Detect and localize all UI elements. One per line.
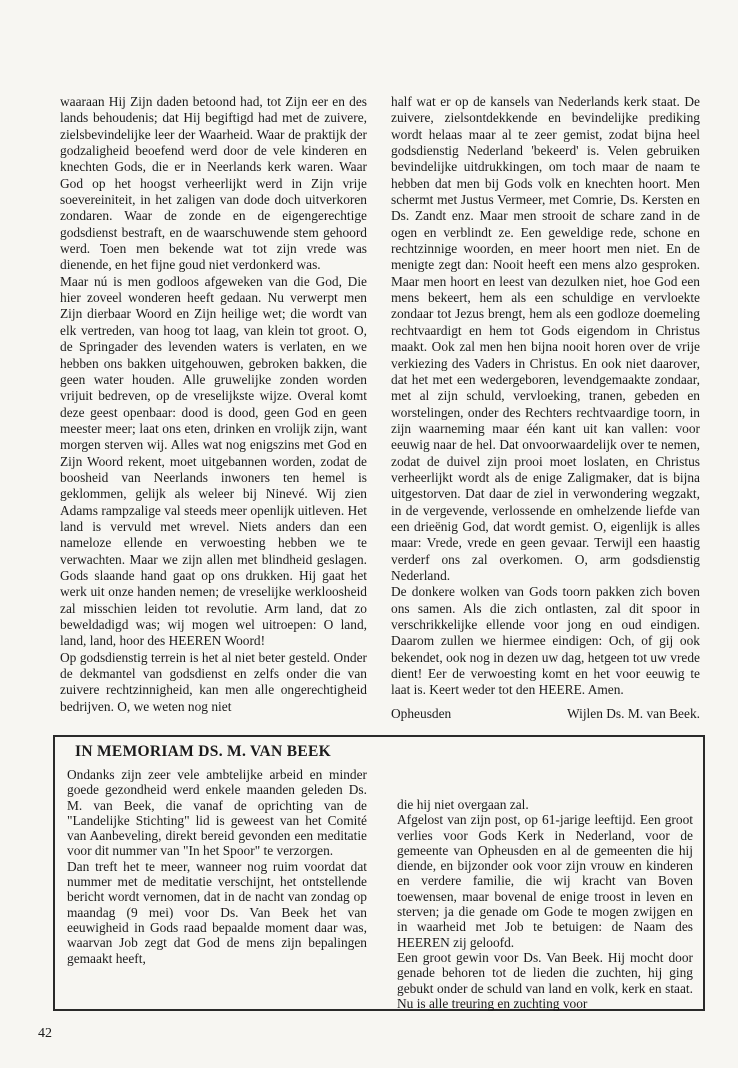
article-paragraph: Op godsdienstig terrein is het al niet beter gesteld. Onder de dekmantel van godsdienst en zelfs onder die van zuivere rechtzinnigheid, kan men alle ongerechtigheid bedrijven. O, we weten nog niet <box>60 649 367 714</box>
memoriam-paragraph: Een groot gewin voor Ds. Van Beek. Hij mocht door genade behoren tot de lieden die zuchten, hij ging gebukt onder de schuld van land en volk, kerk en staat. Nu is alle treuring en zuchting voor <box>397 949 693 1011</box>
memoriam-title: IN MEMORIAM DS. M. VAN BEEK <box>75 743 331 760</box>
memoriam-paragraph: Afgelost van zijn post, op 61-jarige leeftijd. Een groot verlies voor Gods Kerk in Nederland, voor de gemeente van Opheusden en al de gemeenten die hij diende, en bijzonder ook voor zijn vrouw en kinderen en verdere familie, die wij kracht van Boven toewensen, maar bovenal de enige troost in leven en sterven; ja die genade om Gode te mogen zwijgen en in waarheid met Job te betuigen: de Naam des HEEREN zij geloofd. <box>397 812 693 950</box>
signature-place: Opheusden <box>391 705 452 721</box>
page-number: 42 <box>38 1026 52 1041</box>
memoriam-box <box>53 735 705 1011</box>
article-paragraph: Maar nú is men godloos afgeweken van die God, Die hier zoveel wonderen heeft gedaan. Nu verwerpt men Zijn dierbaar Woord en Zijn heilige wet; die wordt van elk vertreden, van hoog tot laag, van klein tot groot. O, de Springader des levenden waters is verlaten, en we hebben ons bakken uitgehouwen, gebroken bakken, die geen water houden. Alle gruwelijke zonden worden vrijuit bedreven, op de vreselijkste wijze. Overal komt deze geest openbaar: dood is dood, geen God en geen meester meer; laat ons eten, drinken en vrolijk zijn, want morgen sterven wij. Alles wat nog enigszins met God en Zijn Woord rekent, moet uitgebannen worden, zodat de boosheid van Neerlands inwoners ten hemel is geklommen, gelijk als weleer bij Ninevé. Wij zien Adams rampzalige val steeds meer openlijk uitleven. Het land is vervuld met wrevel. Niets anders dan een nameloze ellende en verwoesting hebben we te verwachten. Maar we zijn allen met blindheid geslagen. Gods slaande hand gaat op ons drukken. Hij gaat het werk uit onze handen nemen; de vreselijke werkloosheid zal misschien leiden tot revolutie. Arm land, dat zo beweldadigd was; wij mogen wel uitroepen: O land, land, land, hoor des HEEREN Woord! <box>60 273 367 649</box>
memoriam-paragraph: Dan treft het te meer, wanneer nog ruim voordat dat nummer met de meditatie verschijnt, het ontstellende bericht wordt vernomen, dat in de nacht van zondag op maandag (9 mei) voor Ds. Van Beek het van eeuwigheid in Gods raad bepaalde moment daar was, waarvan Job zegt dat God de mens zijn bepalingen gemaakt heeft, <box>67 858 367 966</box>
article-paragraph: De donkere wolken van Gods toorn pakken zich boven ons samen. Als die zich ontlasten, zal dit spoor in verschrikkelijke ellende voor jong en oud eindigen. Daarom zullen we hiermee eindigen: Och, of gij ook bekendet, ook nog in dezen uw dag, hetgeen tot uw vrede dient! Eer de verwoesting komt en het voor eeuwig te laat is. Keert weder tot den HEERE. Amen. <box>391 584 700 698</box>
memoriam-left-column <box>67 767 367 966</box>
article-right-column <box>391 94 700 722</box>
article-paragraph: half wat er op de kansels van Nederlands kerk staat. De zuivere, zielsontdekkende en bevindelijke prediking wordt helaas maar al te zeer gemist, zodat bijna heel godsdienstig Nederland 'bekeerd' is. Velen gebruiken bevindelijke uitdrukkingen, om toch maar de naam te hebben dat men bij Gods volk en knechten hoort. Men schermt met Justus Vermeer, met Comrie, Ds. Kersten en Ds. Zandt enz. Maar men strooit de schare zand in de ogen en verblindt ze. Een geweldige rede, schone en rechtzinnige woorden, en meer hoort men niet. En de menigte zegt dan: Nooit heeft een mens alzo gesproken. Maar men hoort en leest van dezulken niet, hoe God een mens bekeert, hem als een schuldige en vervloekte zondaar tot Jezus brengt, hem als een godloze doemeling rechtvaardigt en hem tot Gods eigendom in Christus maakt. Ook zal men hen bijna nooit horen over de vrije verkiezing des Vaders in Christus. En ook niet daarover, dat het met een wedergeboren, levendgemaakte zondaar, met al zijn schuld, vervloeking, tranen, gebeden en worstelingen, onder des Rechters rechtvaardige toorn, in zijn waarneming maar één kant uit kan vallen: voor eeuwig naar de hel. Dat onvoorwaardelijk over te nemen, zodat de duivel zijn prooi moet loslaten, en Christus verheerlijkt wordt als de enige Zaligmaker, dat is bijna uitgestorven. Dat daar de ziel in verwondering wegzakt, in de vergevende, verlossende en omhelzende liefde van een drieënig God, dat wordt gemist. O, eigenlijk is alles maar: Vrede, vrede en geen gevaar. Terwijl een haastig verderf ons zal overkomen. O, arm godsdienstig Nederland. <box>391 94 700 583</box>
signature-line <box>391 706 700 722</box>
article-paragraph: waaraan Hij Zijn daden betoond had, tot Zijn eer en des lands behoudenis; dat Hij begiftigd had met de zuivere, zielsbevindelijke leer der Waarheid. Waar de praktijk der godzaligheid beoefend werd door de vele kinderen en knechten Gods, die er in Neerlands kerk waren. Waar God op het hoogst verheerlijkt werd in Zijn vrije soevereiniteit, in het zaligen van dode doch uitverkoren zondaren. Waar de zonde en de eigengerechtige godsdienst bestraft, en de waarschuwende stem gehoord werd. Toen men bekende wat tot zijn vrede was dienende, en het fijne goud niet verdonkerd was. <box>60 94 367 273</box>
article-left-column <box>60 94 367 715</box>
memoriam-right-column <box>397 797 693 1011</box>
memoriam-paragraph: die hij niet overgaan zal. <box>397 797 529 812</box>
signature-author: Wijlen Ds. M. van Beek. <box>567 705 700 721</box>
memoriam-paragraph: Ondanks zijn zeer vele ambtelijke arbeid en minder goede gezondheid werd enkele maanden geleden Ds. M. van Beek, die vanaf de oprichting van de "Landelijke Stichting" lid is geweest van het Comité van Aanbeveling, direkt bereid gevonden een meditatie voor dit nummer van "In het Spoor" te verzorgen. <box>67 767 367 859</box>
